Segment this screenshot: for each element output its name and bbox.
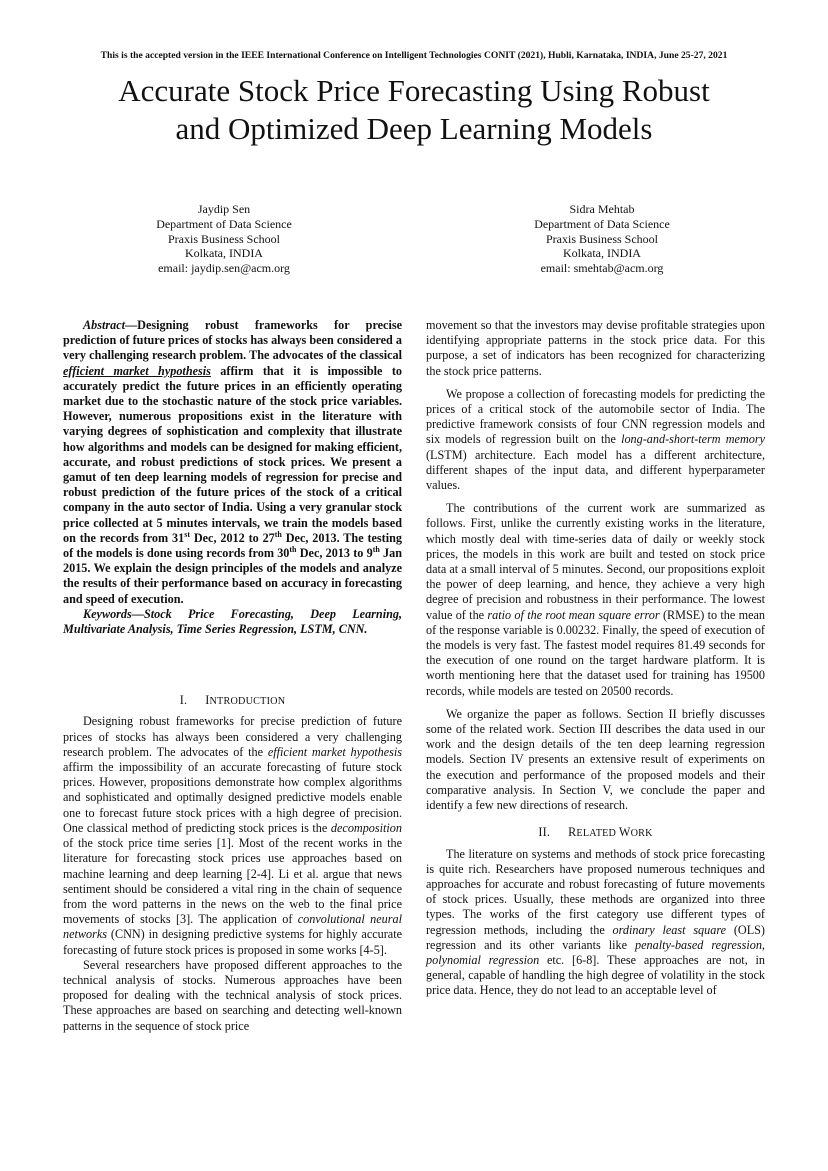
abstract-emphasis: efficient market hypothesis	[63, 363, 211, 378]
conference-notice: This is the accepted version in the IEEE International Conference on Intelligent Technologies CONIT (2021), Hubli, Karnataka, INDIA, June 25-27, 2021	[100, 50, 728, 61]
intro-text-4: (CNN) in designing predictive systems for highly accurate forecasting of future stock prices is proposed in some works [4-5].	[63, 927, 402, 957]
intro-text-2: affirm the impossibility of an accurate forecasting of future stock prices. However, propositions demonstrate how complex algorithms and sophisticated and optimally designed predictive models enable one to forecast future stock prices with a high degree of precision. One classical method of predicting stock prices is the	[63, 760, 402, 835]
right-p2-text-1: We propose a collection of forecasting models for predicting the prices of a critical stock of the automobile sector of India. The predictive framework consists of four CNN regression models and six models of regression built on the	[426, 386, 765, 447]
intro-paragraph-2: Several researchers have proposed different approaches to the technical analysis of stocks. Numerous approaches have been proposed for dealing with the technical analysis of stock prices. These approaches are based on searching and detecting well-known patterns in the sequence of stock price	[63, 957, 402, 1033]
author-department: Department of Data Science	[156, 216, 292, 231]
section-title-rest-w: ORK	[630, 828, 653, 840]
intro-emphasis-2: decomposition	[330, 820, 402, 835]
related-emphasis-1: ordinary least square	[612, 922, 727, 937]
keywords-label: Keywords—	[83, 606, 144, 621]
abstract-text-5: Dec, 2013 to 9	[296, 546, 373, 561]
right-paragraph-4: We organize the paper as follows. Section II briefly discusses some of the related work. Section III describes the data used in our work and the design details of the ten deep learning regression models. Section IV presents an extensive result of experiments on the execution and performance of the proposed models and their comparative analysis. In Section V, we conclude the paper and identify a few new directions of research.	[426, 706, 765, 813]
abstract-paragraph	[63, 318, 402, 607]
right-paragraph-1: movement so that the investors may devise profitable strategies upon identifying appropriate patterns in the stock price data. For this purpose, a set of indicators has been recognized for characterizing the stock price patterns.	[426, 318, 765, 378]
related-text-1: The literature on systems and methods of stock price forecasting is quite rich. Researchers have proposed numerous techniques and approaches for accurate and robust forecasting of future movements of stock prices. Usually, these methods are organized into three types. The works of the first category use different types of regression methods, including the	[426, 846, 765, 937]
author-email: email: smehtab@acm.org	[540, 261, 664, 276]
abstract-dash: —	[124, 318, 138, 332]
keywords-text: Stock Price Forecasting, Deep Learning, Multivariate Analysis, Time Series Regression, LSTM, CNN.	[63, 606, 402, 637]
right-paragraph-2	[426, 387, 765, 493]
section-initial: I	[205, 693, 210, 708]
section-heading-related-work	[426, 825, 765, 841]
author-department: Department of Data Science	[534, 216, 670, 231]
intro-emphasis-1: efficient market hypothesis	[267, 744, 402, 759]
section-number: II.	[538, 825, 551, 840]
abstract-text-6: Jan 2015. We explain the design principles of the models and analyze the results of their performance based on accuracy in forecasting and speed of execution.	[63, 546, 402, 606]
section-number: I.	[179, 693, 188, 708]
author-block-1	[84, 202, 364, 276]
section-initial-w: W	[618, 825, 631, 840]
right-p2-emphasis: long-and-short-term memory	[621, 432, 765, 447]
section-heading-introduction	[63, 693, 402, 709]
paper-title	[40, 72, 788, 148]
keywords-paragraph	[63, 607, 402, 637]
abstract-label: Abstract	[83, 318, 125, 332]
right-column	[426, 318, 765, 999]
section-title-rest-r: ELATED	[576, 828, 619, 840]
section-initial-r: R	[568, 825, 577, 840]
abstract-sup-1: st	[184, 529, 190, 539]
author-location: Kolkata, INDIA	[185, 246, 263, 261]
right-p3-text-2: (RMSE) to the mean of the response variable is 0.00232. Finally, the speed of execution of the models is very fast. The fastest model requires 81.49 seconds for the execution of one round on the target hardware platform. It is worth mentioning here that the dataset used for training has 19500 records, while models are tested on 20500 records.	[426, 607, 765, 698]
abstract-text-4: Dec, 2013. The testing of the models is done using records from 30	[63, 530, 402, 561]
title-line-2: and Optimized Deep Learning Models	[175, 111, 653, 146]
intro-text-3: of the stock price time series [1]. Most of the recent works in the literature for forecasting stock prices use approaches based on machine learning and deep learning [2-4]. Li et al. argue that news sentiment should be considered a vital ring in the chain of sequence from the word patterns in the news on the web to the final price movements of stocks [3]. The application of	[63, 836, 402, 927]
left-column	[63, 318, 402, 1034]
author-block-2	[462, 202, 742, 276]
related-emphasis-2: penalty-based regression, polynomial regression	[426, 937, 765, 967]
abstract-sup-2: th	[274, 529, 282, 539]
abstract-text-2: affirm that it is impossible to accurately predict the future prices in an efficiently operating market due to the stochastic nature of the stock price variables. However, numerous propositions exist in the literature with varying degrees of sophistication and complexity that illustrate how algorithms and models can be designed for making efficient, accurate, and robust predictions of stock prices. We present a gamut of ten deep learning models of regression for precise and robust prediction of the future prices of the stock of a critical company in the auto sector of India. Using a very granular stock price collected at 5 minutes intervals, we train the models based on the records from 31	[63, 363, 402, 545]
abstract-text-3: Dec, 2012 to 27	[190, 530, 275, 545]
intro-paragraph-1	[63, 714, 402, 957]
title-line-1: Accurate Stock Price Forecasting Using Robust	[118, 73, 710, 108]
right-p2-text-2: (LSTM) architecture. Each model has a different architecture, different shapes of the input data, and different hyperparameter values.	[426, 447, 765, 493]
related-paragraph-1	[426, 847, 765, 999]
right-p3-emphasis: ratio of the root mean square error	[487, 607, 660, 622]
related-text-2: (OLS) regression and its other variants like	[426, 922, 765, 952]
author-organization: Praxis Business School	[167, 231, 280, 246]
intro-emphasis-3: convolutional neural networks	[63, 912, 402, 942]
author-organization: Praxis Business School	[545, 231, 658, 246]
abstract-sup-3: th	[289, 544, 297, 554]
section-title-rest: NTRODUCTION	[209, 696, 286, 708]
right-paragraph-3	[426, 501, 765, 699]
author-email: email: jaydip.sen@acm.org	[158, 261, 290, 276]
author-location: Kolkata, INDIA	[563, 246, 641, 261]
abstract-sup-4: th	[372, 544, 380, 554]
author-name: Sidra Mehtab	[569, 202, 635, 216]
intro-text-1: Designing robust frameworks for precise prediction of future prices of stocks has always been considered a very challenging research problem. The advocates of the	[63, 714, 402, 759]
abstract-text-1: Designing robust frameworks for precise prediction of future prices of stocks has always been considered a very challenging research problem. The advocates of the classical	[63, 318, 402, 363]
right-p3-text-1: The contributions of the current work are summarized as follows. First, unlike the currently existing works in the literature, which mostly deal with time-series data of daily or weekly stock prices, the models in this work are built and tested on stock price data at a small interval of 5 minutes. Second, our propositions exploit the power of deep learning, and hence, they achieve a very high degree of precision and robustness in their performance. The lowest value of the	[426, 501, 765, 622]
author-name: Jaydip Sen	[197, 202, 251, 216]
related-text-3: etc. [6-8]. These approaches are not, in general, capable of handling the high degree of volatility in the stock price data. Hence, they do not lead to an acceptable level of	[426, 952, 766, 998]
